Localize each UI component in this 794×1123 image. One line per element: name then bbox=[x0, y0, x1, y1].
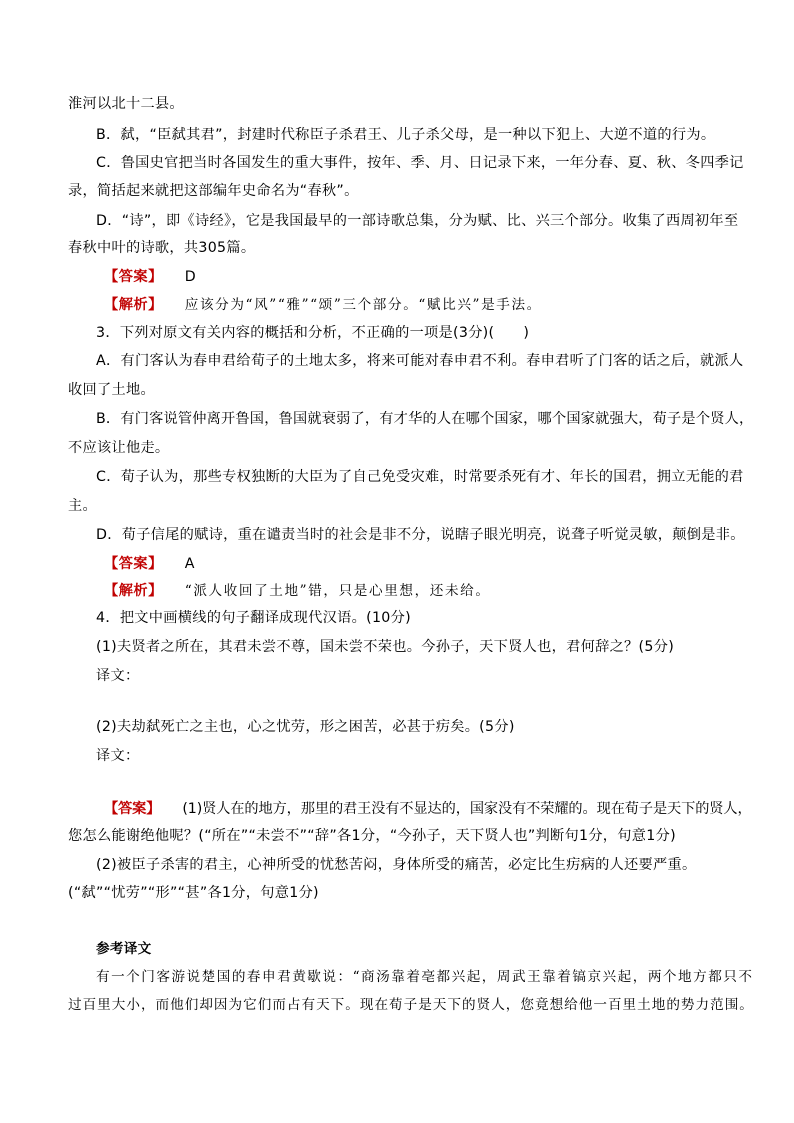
q3-option-b-line2: 不应该让他走。 bbox=[68, 440, 170, 456]
q3-analysis-row bbox=[104, 581, 491, 601]
q2-option-b: B．弑，“臣弑其君”，封建时代称臣子杀君王、儿子杀父母，是一种以下犯上、大逆不道的行为。 bbox=[96, 127, 716, 143]
q3-option-c-line1: C．荀子认为，那些专权独断的大臣为了自己免受灾难，时常要杀死有才、年长的国君，拥立无能的君 bbox=[96, 469, 744, 485]
answer-tag: 【答案】 bbox=[104, 556, 163, 572]
q4-answer-1-line1: (1)贤人在的地方，那里的君王没有不显达的，国家没有不荣耀的。现在荀子是天下的贤人， bbox=[182, 801, 752, 817]
q4-translation-2-label: 译文： bbox=[96, 748, 140, 764]
reference-title: 参考译文 bbox=[96, 941, 152, 957]
q2-answer: D bbox=[184, 269, 196, 285]
analysis-tag: 【解析】 bbox=[104, 583, 163, 599]
q3-option-b-line1: B．有门客说管仲离开鲁国，鲁国就衰弱了，有才华的人在哪个国家，哪个国家就强大，荀子是个贤人， bbox=[96, 411, 754, 427]
q2-analysis-row bbox=[104, 295, 542, 315]
answer-tag: 【答案】 bbox=[104, 269, 163, 285]
answer-tag: 【答案】 bbox=[104, 801, 161, 817]
reference-line-2: 过百里大小，而他们却因为它们而占有天下。现在荀子是天下的贤人，您竟想给他一百里土地的势力范围。 bbox=[68, 997, 754, 1013]
q2-option-c-line1: C．鲁国史官把当时各国发生的重大事件，按年、季、月、日记录下来，一年分春、夏、秋、冬四季记 bbox=[96, 155, 744, 171]
q3-stem: 3．下列对原文有关内容的概括和分析，不正确的一项是(3分)( ) bbox=[96, 325, 530, 341]
q3-answer: A bbox=[184, 556, 195, 572]
q2-option-d-line2: 春秋中叶的诗歌，共305篇。 bbox=[68, 240, 256, 256]
q4-stem: 4．把文中画横线的句子翻译成现代汉语。(10分) bbox=[96, 610, 411, 626]
q4-answer-row-1 bbox=[104, 799, 752, 819]
q2-option-c-line2: 录，简括起来就把这部编年史命名为“春秋”。 bbox=[68, 183, 359, 199]
q4-translation-1-label: 译文： bbox=[96, 668, 140, 684]
q3-option-a-line2: 收回了土地。 bbox=[68, 382, 155, 398]
analysis-tag: 【解析】 bbox=[104, 297, 163, 313]
reference-line-1: 有一个门客游说楚国的春申君黄歇说：“商汤靠着亳都兴起，周武王靠着镐京兴起，两个地方都只不 bbox=[96, 969, 754, 985]
q2-answer-row bbox=[104, 267, 196, 287]
q4-answer-1-line2: 您怎么能谢绝他呢？(“所在”“未尝不”“辞”各1分，“今孙子，天下贤人也”判断句1分，句意1分) bbox=[68, 828, 676, 844]
q4-answer-2-line2: (“弑”“忧劳”“形”“甚”各1分，句意1分) bbox=[68, 885, 319, 901]
q3-analysis: “派人收回了土地”错，只是心里想，还未给。 bbox=[184, 583, 491, 599]
q3-answer-row bbox=[104, 554, 195, 574]
q3-option-a-line1: A．有门客认为春申君给荀子的土地太多，将来可能对春申君不利。春申君听了门客的话之后，就派人 bbox=[96, 353, 744, 369]
q2-analysis: 应该分为“风”“雅”“颂”三个部分。“赋比兴”是手法。 bbox=[184, 297, 542, 313]
q4-answer-2-line1: (2)被臣子杀害的君主，心神所受的忧愁苦闷，身体所受的痛苦，必定比生疠病的人还要严重。 bbox=[96, 857, 697, 873]
q2-line0: 淮河以北十二县。 bbox=[68, 96, 184, 112]
q3-option-d: D．荀子信尾的赋诗，重在谴责当时的社会是非不分，说瞎子眼光明亮，说聋子听觉灵敏，颠倒是非。 bbox=[96, 527, 745, 543]
q4-sentence-1: (1)夫贤者之所在，其君未尝不尊，国未尝不荣也。今孙子，天下贤人也，君何辞之？(5分) bbox=[96, 639, 675, 655]
q3-option-c-line2: 主。 bbox=[68, 498, 97, 514]
q4-sentence-2: (2)夫劫弑死亡之主也，心之忧劳，形之困苦，必甚于疠矣。(5分) bbox=[96, 719, 515, 735]
q2-option-d-line1: D．“诗”，即《诗经》，它是我国最早的一部诗歌总集，分为赋、比、兴三个部分。收集了西周初年至 bbox=[96, 213, 739, 229]
